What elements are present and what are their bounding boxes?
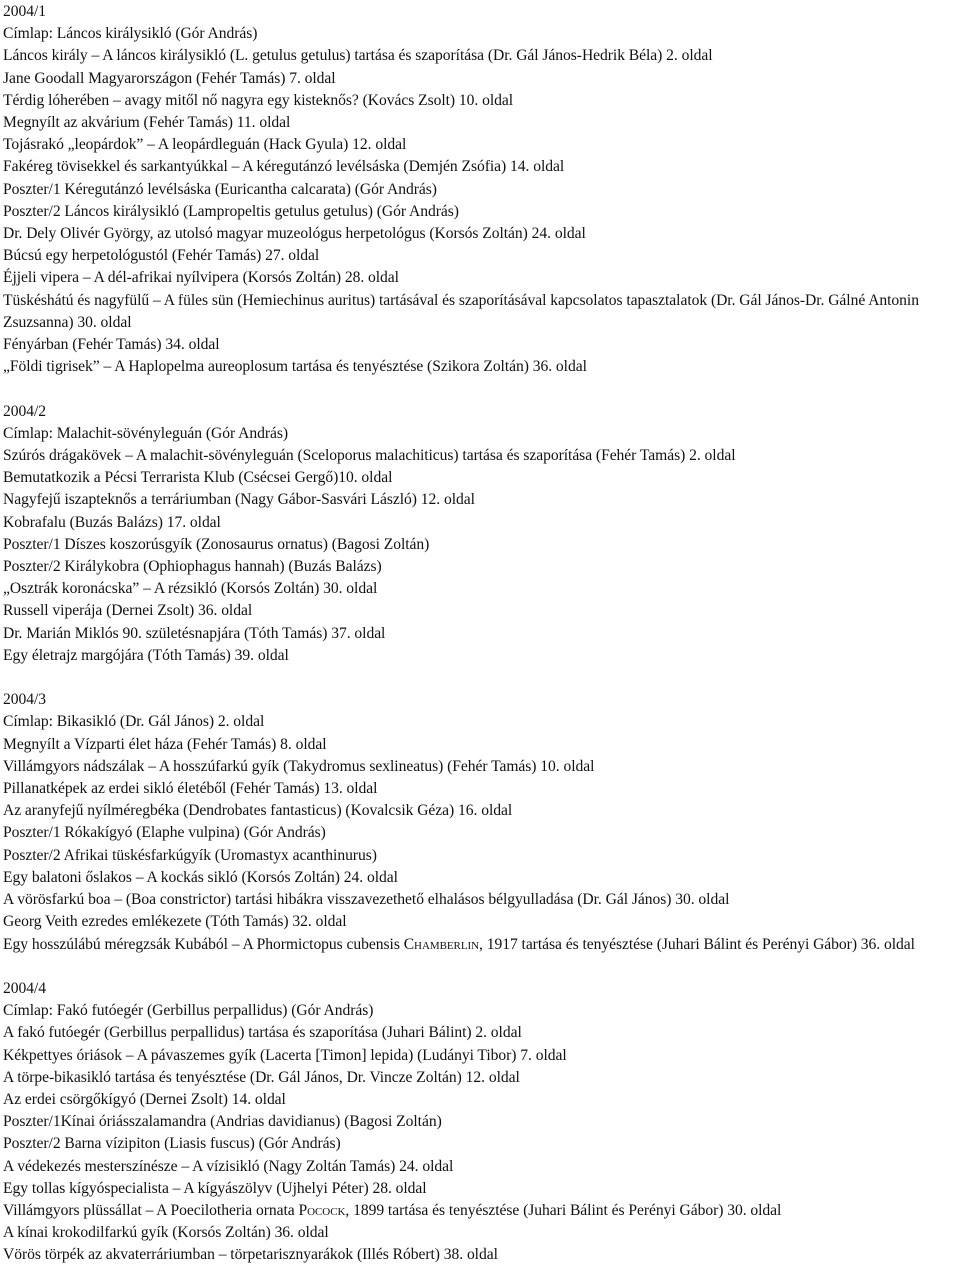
entry-text: , 1899 tartása és tenyésztése (Juhari Bálint és Perényi Gábor) 30. oldal bbox=[345, 1201, 782, 1219]
list-item: A fakó futóegér (Gerbillus perpallidus) tartása és szaporítása (Juhari Bálint) 2. oldal bbox=[3, 1024, 522, 1042]
list-item: Poszter/2 Királykobra (Ophiophagus hannah) (Buzás Balázs) bbox=[3, 558, 382, 576]
issue-2004-1 bbox=[3, 1, 960, 378]
list-item: Címlap: Fakó futóegér (Gerbillus perpallidus) (Gór András) bbox=[3, 1002, 374, 1020]
list-item bbox=[3, 1200, 960, 1222]
list-item: Címlap: Malachit-sövényleguán (Gór András) bbox=[3, 424, 289, 442]
list-item: Éjjeli vipera – A dél-afrikai nyílvipera (Korsós Zoltán) 28. oldal bbox=[3, 269, 399, 287]
list-item: Dr. Dely Olivér György, az utolsó magyar muzeológus herpetológus (Korsós Zoltán) 24. oldal bbox=[3, 225, 586, 243]
list-item: Térdig lóherében – avagy mitől nő nagyra egy kisteknős? (Kovács Zsolt) 10. oldal bbox=[3, 91, 514, 109]
list-item: Poszter/1 Rókakígyó (Elaphe vulpina) (Gór András) bbox=[3, 824, 326, 842]
list-item: Poszter/2 Afrikai tüskésfarkúgyík (Uromastyx acanthinurus) bbox=[3, 846, 377, 864]
list-item: „Földi tigrisek” – A Haplopelma aureoplosum tartása és tenyésztése (Szikora Zoltán) 36. oldal bbox=[3, 358, 587, 376]
list-item: Fakéreg tövisekkel és sarkantyúkkal – A kéregutánzó levélsáska (Demjén Zsófia) 14. oldal bbox=[3, 158, 565, 176]
list-item: „Osztrák koronácska” – A rézsikló (Korsós Zoltán) 30. oldal bbox=[3, 580, 378, 598]
list-item bbox=[3, 934, 960, 956]
list-item: Megnyílt az akvárium (Fehér Tamás) 11. oldal bbox=[3, 114, 291, 132]
list-item: Láncos király – A láncos királysikló (L. getulus getulus) tartása és szaporítása (Dr. Gál János-Hedrik Béla) 2. oldal bbox=[3, 47, 713, 65]
list-item: Poszter/2 Láncos királysikló (Lampropeltis getulus getulus) (Gór András) bbox=[3, 202, 459, 220]
list-item: A kínai krokodilfarkú gyík (Korsós Zoltán) 36. oldal bbox=[3, 1224, 329, 1242]
list-item: Russell viperája (Dernei Zsolt) 36. oldal bbox=[3, 602, 253, 620]
issue-heading: 2004/2 bbox=[3, 402, 47, 420]
list-item: Jane Goodall Magyarországon (Fehér Tamás) 7. oldal bbox=[3, 69, 336, 87]
list-item: Egy balatoni őslakos – A kockás sikló (Korsós Zoltán) 24. oldal bbox=[3, 868, 398, 886]
issue-2004-2 bbox=[3, 401, 960, 667]
list-item: Poszter/1 Díszes koszorúsgyík (Zonosaurus ornatus) (Bagosi Zoltán) bbox=[3, 535, 430, 553]
list-item: Poszter/1 Kéregutánzó levélsáska (Euricantha calcarata) (Gór András) bbox=[3, 180, 437, 198]
list-item: A vörösfarkú boa – (Boa constrictor) tartási hibákra visszavezethető elhalásos bélgyulladása (Dr. Gál János) 30. oldal bbox=[3, 891, 730, 909]
issue-2004-4 bbox=[3, 978, 960, 1267]
list-item: Tüskéshátú és nagyfülű – A füles sün (Hemiechinus auritus) tartásával és szaporításával kapcsolatos tapasztalatok (Dr. Gál János-Dr. Gálné Antonin Zsuzsanna) 30. oldal bbox=[3, 291, 919, 331]
list-item: Kékpettyes óriások – A pávaszemes gyík (Lacerta [Timon] lepida) (Ludányi Tibor) 7. oldal bbox=[3, 1046, 567, 1064]
list-item: Dr. Marián Miklós 90. születésnapjára (Tóth Tamás) 37. oldal bbox=[3, 624, 386, 642]
entry-text: Villámgyors plüssállat – A Poecilotheria ornata bbox=[3, 1201, 299, 1219]
issue-heading: 2004/4 bbox=[3, 979, 47, 997]
list-item: Egy tollas kígyóspecialista – A kígyászölyv (Ujhelyi Péter) 28. oldal bbox=[3, 1179, 427, 1197]
list-item: Bemutatkozik a Pécsi Terrarista Klub (Csécsei Gergő)10. oldal bbox=[3, 469, 393, 487]
list-item: Tojásrakó „leopárdok” – A leopárdleguán (Hack Gyula) 12. oldal bbox=[3, 136, 407, 154]
list-item: Kobrafalu (Buzás Balázs) 17. oldal bbox=[3, 513, 221, 531]
list-item: Búcsú egy herpetológustól (Fehér Tamás) 27. oldal bbox=[3, 247, 320, 265]
entry-text: Egy hosszúlábú méregzsák Kubából – A Phormictopus cubensis bbox=[3, 935, 404, 953]
list-item: A védekezés mesterszínésze – A vízisikló (Nagy Zoltán Tamás) 24. oldal bbox=[3, 1157, 454, 1175]
list-item: Az erdei csörgőkígyó (Dernei Zsolt) 14. oldal bbox=[3, 1090, 286, 1108]
author-name-smallcaps: Pocock bbox=[298, 1201, 346, 1219]
list-item: Nagyfejű iszapteknős a terráriumban (Nagy Gábor-Sasvári László) 12. oldal bbox=[3, 491, 475, 509]
list-item: Címlap: Láncos királysikló (Gór András) bbox=[3, 25, 258, 43]
list-item: Fényárban (Fehér Tamás) 34. oldal bbox=[3, 336, 220, 354]
author-name-smallcaps: Chamberlin bbox=[403, 935, 479, 953]
list-item: A törpe-bikasikló tartása és tenyésztése (Dr. Gál János, Dr. Vincze Zoltán) 12. oldal bbox=[3, 1068, 520, 1086]
list-item: Címlap: Bikasikló (Dr. Gál János) 2. oldal bbox=[3, 713, 265, 731]
list-item: Megnyílt a Vízparti élet háza (Fehér Tamás) 8. oldal bbox=[3, 735, 327, 753]
list-item: Egy életrajz margójára (Tóth Tamás) 39. oldal bbox=[3, 646, 289, 664]
list-item: Poszter/1Kínai óriásszalamandra (Andrias davidianus) (Bagosi Zoltán) bbox=[3, 1113, 442, 1131]
list-item: Poszter/2 Barna vízipiton (Liasis fuscus) (Gór András) bbox=[3, 1135, 341, 1153]
list-item: Szúrós drágakövek – A malachit-sövényleguán (Sceloporus malachiticus) tartása és szaporítása (Fehér Tamás) 2. oldal bbox=[3, 447, 736, 465]
issue-heading: 2004/3 bbox=[3, 691, 47, 709]
list-item: Pillanatképek az erdei sikló életéből (Fehér Tamás) 13. oldal bbox=[3, 780, 378, 798]
list-item: Az aranyfejű nyílméregbéka (Dendrobates fantasticus) (Kovalcsik Géza) 16. oldal bbox=[3, 802, 513, 820]
issue-2004-3 bbox=[3, 689, 960, 955]
list-item: Georg Veith ezredes emlékezete (Tóth Tamás) 32. oldal bbox=[3, 913, 347, 931]
list-item: Villámgyors nádszálak – A hosszúfarkú gyík (Takydromus sexlineatus) (Fehér Tamás) 10. oldal bbox=[3, 757, 595, 775]
issue-heading: 2004/1 bbox=[3, 3, 47, 20]
list-item: Vörös törpék az akvaterráriumban – törpetarisznyarákok (Illés Róbert) 38. oldal bbox=[3, 1246, 498, 1264]
entry-text: , 1917 tartása és tenyésztése (Juhari Bálint és Perényi Gábor) 36. oldal bbox=[479, 935, 915, 953]
